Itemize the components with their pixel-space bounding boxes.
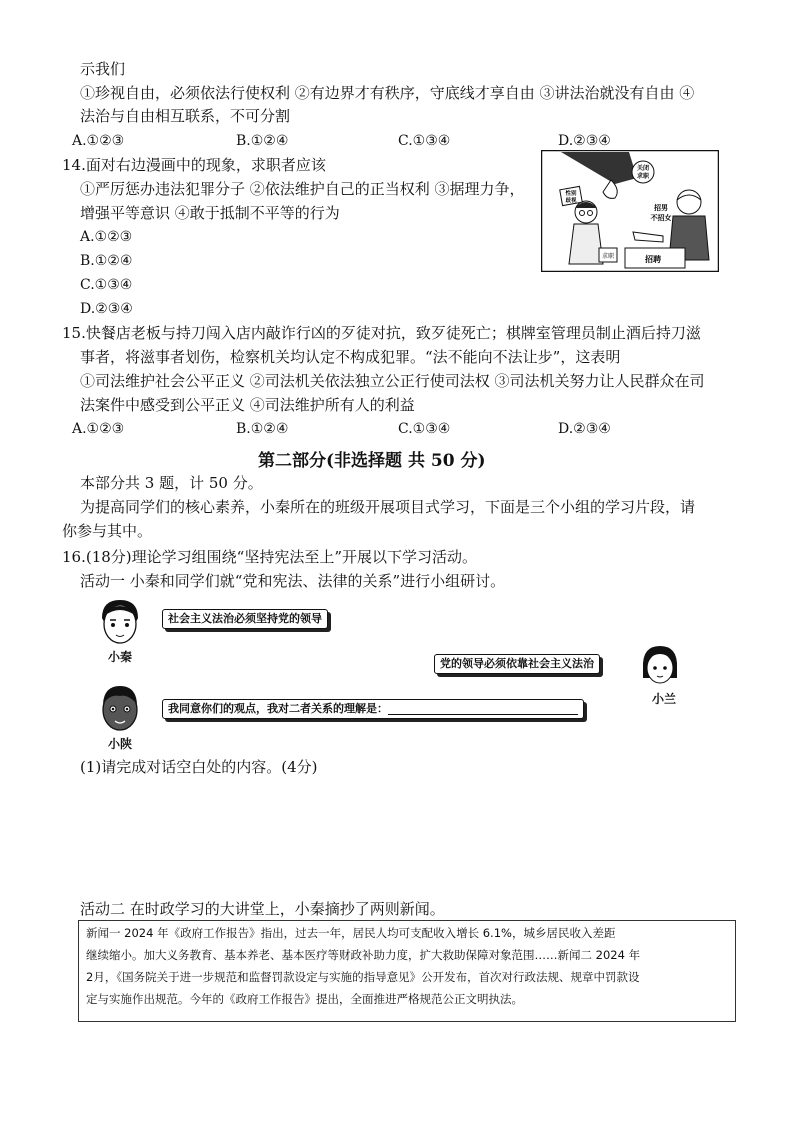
news-line-4: 定与实施作出规范。今年的《政府工作报告》提出，全面推进严格规范公正文明执法。 (86, 992, 523, 1006)
answer-blank[interactable] (388, 703, 578, 715)
q14-statements-line-2: 增强平等意识 ④敢于抵制不平等的行为 (80, 204, 340, 222)
q16-subquestion-1: (1)请完成对话空白处的内容。(4分) (80, 758, 318, 776)
q14-option-b[interactable]: B.①②④ (80, 253, 133, 269)
cartoon-speech-2: 不招女 (650, 214, 672, 222)
avatar-xiaoshan (98, 684, 142, 732)
q16-activity-2: 活动二 在时政学习的大讲堂上，小秦摘抄了两则新闻。 (80, 900, 445, 918)
xiaoqin-speech-bubble: 社会主义法治必须坚持党的领导 (162, 609, 328, 629)
news-line-3: 2月，《国务院关于进一步规范和监督罚款设定与实施的指导意见》公开发布，首次对行政法规、规章中罚款设 (86, 970, 640, 984)
q15-statements-line-1: ①司法维护社会公平正义 ②司法机关依法独立公正行使司法权 ③司法机关努力让人民群众在司 (80, 372, 705, 390)
q13-statements-line-1: ①珍视自由，必须依法行使权利 ②有边界才有秩序，守底线才享自由 ③讲法治就没有自由 ④ (80, 84, 695, 102)
q16-stem: 16.(18分)理论学习组围绕“坚持宪法至上”开展以下学习活动。 (62, 548, 477, 566)
cartoon-tag-label-2: 歧视 (565, 198, 577, 204)
q13-option-c[interactable]: C.①③④ (398, 133, 451, 149)
xiaoshan-speech-bubble (162, 699, 584, 719)
xiaolan-name: 小兰 (652, 692, 677, 706)
q15-option-c[interactable]: C.①③④ (398, 421, 451, 437)
cartoon-desk-sign: 招聘 (645, 255, 661, 264)
avatar-xiaoqin (98, 598, 142, 646)
q13-option-b[interactable]: B.①②④ (236, 133, 289, 149)
xiaoshan-name: 小陕 (108, 737, 133, 751)
cartoon-tag-label-1: 性别 (565, 191, 577, 197)
q15-option-a[interactable]: A.①②③ (72, 421, 125, 437)
q16-activity-1: 活动一 小秦和同学们就“党和宪法、法律的关系”进行小组研讨。 (80, 572, 506, 590)
part-two-intro-2: 为提高同学们的核心素养，小秦所在的班级开展项目式学习，下面是三个小组的学习片段，请 (80, 498, 696, 516)
xiaoshan-speech-text: 我同意你们的观点，我对二者关系的理解是： (168, 702, 388, 715)
q15-statements-line-2: 法案件中感受到公平正义 ④司法维护所有人的利益 (80, 396, 415, 414)
q14-option-d[interactable]: D.②③④ (80, 301, 133, 317)
xiaolan-speech-bubble: 党的领导必须依靠社会主义法治 (434, 654, 600, 674)
avatar-xiaolan (640, 644, 680, 688)
q13-option-d[interactable]: D.②③④ (558, 133, 611, 149)
q15-option-b[interactable]: B.①②④ (236, 421, 289, 437)
q13-stem-continued: 示我们 (80, 60, 126, 78)
q14-option-a[interactable]: A.①②③ (80, 229, 133, 245)
news-line-1: 新闻一 2024 年《政府工作报告》指出，过去一年，居民人均可支配收入增长 6.1%，城乡居民收入差距 (86, 926, 616, 940)
q15-stem-line-2: 事者，将滋事者划伤，检察机关均认定不构成犯罪。“法不能向不法让步”，这表明 (80, 348, 621, 366)
q14-cartoon (541, 150, 719, 272)
q13-option-a[interactable]: A.①②③ (72, 133, 125, 149)
xiaoqin-name: 小秦 (108, 650, 133, 664)
q13-statements-line-2: 法治与自由相互联系，不可分割 (80, 107, 291, 125)
cartoon-folder-label: 求职 (601, 253, 615, 260)
cartoon-hand-label-1: 关闭 (636, 165, 650, 172)
cartoon-speech-1: 招男 (654, 204, 668, 212)
q14-statements-line-1: ①严厉惩办违法犯罪分子 ②依法维护自己的正当权利 ③据理力争， (80, 180, 525, 198)
part-two-intro-3: 你参与其中。 (62, 522, 153, 540)
q14-option-c[interactable]: C.①③④ (80, 277, 133, 293)
part-two-intro-1: 本部分共 3 题，计 50 分。 (80, 474, 263, 492)
q14-stem: 14.面对右边漫画中的现象，求职者应该 (62, 156, 326, 174)
q15-stem-line-1: 15.快餐店老板与持刀闯入店内敲诈行凶的歹徒对抗，致歹徒死亡；棋牌室管理员制止酒后持刀滋 (62, 324, 701, 342)
cartoon-hand-label-2: 求职 (636, 173, 650, 180)
q15-option-d[interactable]: D.②③④ (558, 421, 611, 437)
news-line-2: 继续缩小。加大义务教育、基本养老、基本医疗等财政补助力度，扩大救助保障对象范围……新闻二 2024 年 (86, 948, 641, 962)
part-two-title: 第二部分(非选择题 共 50 分) (258, 451, 486, 471)
